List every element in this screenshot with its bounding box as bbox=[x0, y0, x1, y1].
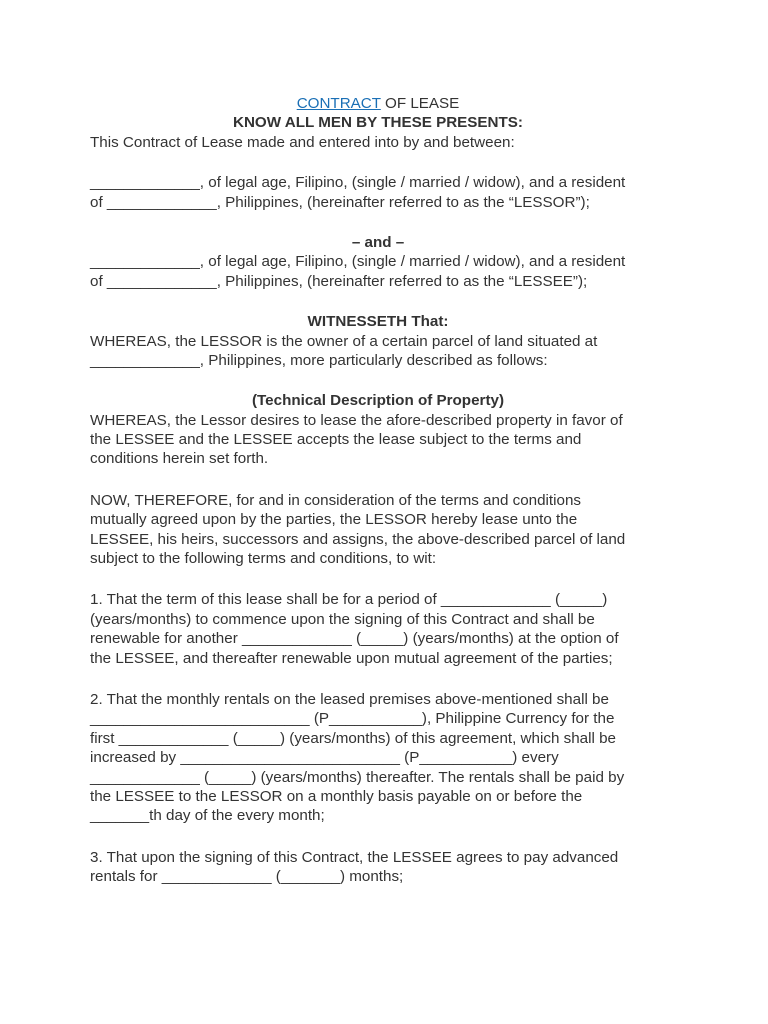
document-subtitle: KNOW ALL MEN BY THESE PRESENTS: bbox=[233, 114, 523, 132]
lessee-paragraph bbox=[90, 252, 680, 291]
witnesseth-heading: WITNESSETH That: bbox=[307, 313, 449, 331]
intro-paragraph: This Contract of Lease made and entered into by and between: bbox=[90, 133, 515, 151]
lessor-line: _____________, of legal age, Filipino, (single / married / widow), and a resident bbox=[90, 174, 626, 192]
now-therefore-line: NOW, THEREFORE, for and in consideration of the terms and conditions bbox=[90, 491, 581, 509]
now-therefore-paragraph bbox=[90, 491, 680, 569]
now-therefore-line: mutually agreed upon by the parties, the LESSOR hereby lease unto the bbox=[90, 511, 578, 529]
clause-line: 3. That upon the signing of this Contract, the LESSEE agrees to pay advanced bbox=[90, 848, 619, 866]
clause-2-paragraph bbox=[90, 690, 680, 826]
clause-line: __________________________ (P___________), Philippine Currency for the bbox=[90, 710, 615, 728]
whereas-line: _____________, Philippines, more particularly described as follows: bbox=[90, 351, 548, 369]
title-rest: OF LEASE bbox=[380, 95, 460, 112]
document-title bbox=[90, 94, 666, 113]
contract-text bbox=[90, 94, 680, 887]
lessee-line: _____________, of legal age, Filipino, (single / married / widow), and a resident bbox=[90, 253, 626, 271]
lessor-paragraph bbox=[90, 173, 680, 212]
whereas-line: conditions herein set forth. bbox=[90, 450, 269, 468]
and-separator: – and – bbox=[351, 233, 405, 251]
clause-line: rentals for _____________ (_______) months; bbox=[90, 868, 404, 886]
whereas-ownership-paragraph bbox=[90, 332, 680, 371]
clause-line: the LESSEE to the LESSOR on a monthly basis payable on or before the bbox=[90, 787, 583, 805]
technical-description-heading: (Technical Description of Property) bbox=[251, 392, 505, 410]
lessor-line: of _____________, Philippines, (hereinafter referred to as the “LESSOR”); bbox=[90, 193, 590, 211]
clause-line: renewable for another _____________ (_____) (years/months) at the option of bbox=[90, 630, 619, 648]
clause-line: _______th day of the every month; bbox=[90, 807, 325, 825]
whereas-line: the LESSEE and the LESSEE accepts the lease subject to the terms and bbox=[90, 431, 582, 449]
clause-1-paragraph bbox=[90, 590, 680, 668]
clause-line: the LESSEE, and thereafter renewable upon mutual agreement of the parties; bbox=[90, 649, 613, 667]
whereas-line: WHEREAS, the LESSOR is the owner of a certain parcel of land situated at bbox=[90, 332, 598, 350]
clause-line: 1. That the term of this lease shall be for a period of _____________ (_____) bbox=[90, 591, 608, 609]
clause-line: _____________ (_____) (years/months) thereafter. The rentals shall be paid by bbox=[90, 768, 625, 786]
whereas-line: WHEREAS, the Lessor desires to lease the afore-described property in favor of bbox=[90, 411, 623, 429]
contract-link[interactable]: CONTRACT bbox=[296, 95, 381, 112]
now-therefore-line: subject to the following terms and conditions, to wit: bbox=[90, 550, 437, 568]
lessee-line: of _____________, Philippines, (hereinafter referred to as the “LESSEE”); bbox=[90, 272, 588, 290]
clause-line: first _____________ (_____) (years/months) of this agreement, which shall be bbox=[90, 729, 616, 747]
clause-line: (years/months) to commence upon the signing of this Contract and shall be bbox=[90, 610, 595, 628]
now-therefore-line: LESSEE, his heirs, successors and assigns, the above-described parcel of land bbox=[90, 530, 626, 548]
whereas-lease-paragraph bbox=[90, 411, 680, 469]
clause-line: increased by __________________________ (P___________) every bbox=[90, 749, 559, 767]
clause-3-paragraph bbox=[90, 848, 680, 887]
clause-line: 2. That the monthly rentals on the leased premises above-mentioned shall be bbox=[90, 690, 609, 708]
